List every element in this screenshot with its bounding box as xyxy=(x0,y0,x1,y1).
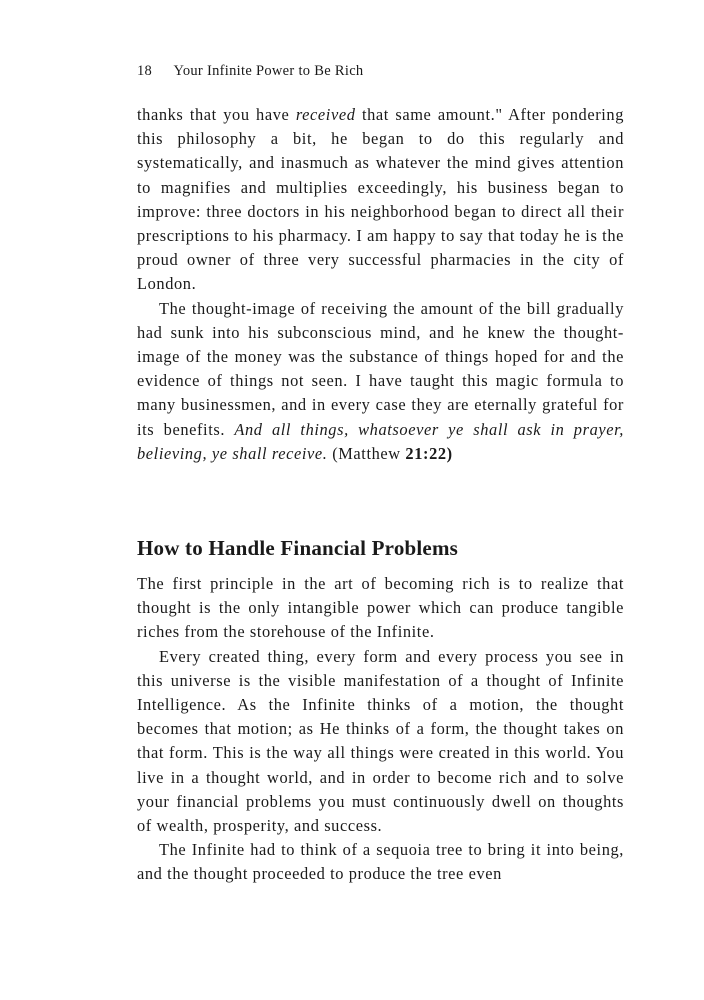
citation-book: (Matthew xyxy=(327,443,406,463)
scripture-quote: And all things, whatsoever ye shall ask in prayer, believing, ye shall receive. xyxy=(137,419,624,463)
paragraph-1-rest: that same amount." After pondering this philosophy a bit, he began to do this regularly and systematically, and inasmuch as whatever the mind gives attention to magnifies and multiplies exceedingly, his business began to improve: three doctors in his neighborhood began to direct all their prescriptions to his pharmacy. I am happy to say that today he is the proud owner of three very successful pharmacies in the city of London. xyxy=(137,105,624,294)
paragraph-1-italic: received xyxy=(295,105,356,124)
paragraph-2-start: The thought-image of receiving the amount of the bill gradually had sunk into his subconscious mind, and he knew the thought-image of the money was the substance of things hoped for and the evidence of things not seen. I have taught this magic formula to many businessmen, and in every case they are eternally grateful for its benefits. xyxy=(137,298,624,439)
page-number: 18 xyxy=(137,63,153,79)
running-header xyxy=(137,63,363,80)
body-text-bottom xyxy=(137,572,624,887)
body-text-top xyxy=(137,103,624,466)
paragraph-1 xyxy=(137,103,624,297)
paragraph-4: Every created thing, every form and every process you see in this universe is the visible manifestation of a thought of Infinite Intelligence. As the Infinite thinks of a motion, the thought becomes that motion; as He thinks of a form, the thought takes on that form. This is the way all things were created in this world. You live in a thought world, and in order to become rich and to solve your financial problems you must continuously dwell on thoughts of wealth, prosperity, and success. xyxy=(137,646,624,836)
running-title: Your Infinite Power to Be Rich xyxy=(173,63,364,79)
paragraph-3: The first principle in the art of becoming rich is to realize that thought is the only intangible power which can produce tangible riches from the storehouse of the Infinite. xyxy=(137,574,624,642)
citation-verse: 21:22) xyxy=(405,443,453,463)
section-heading: How to Handle Financial Problems xyxy=(137,536,459,560)
paragraph-5: The Infinite had to think of a sequoia tree to bring it into being, and the thought proceeded to produce the tree even xyxy=(137,840,624,884)
paragraph-2 xyxy=(137,297,624,466)
paragraph-1-start: thanks that you have xyxy=(137,105,296,124)
